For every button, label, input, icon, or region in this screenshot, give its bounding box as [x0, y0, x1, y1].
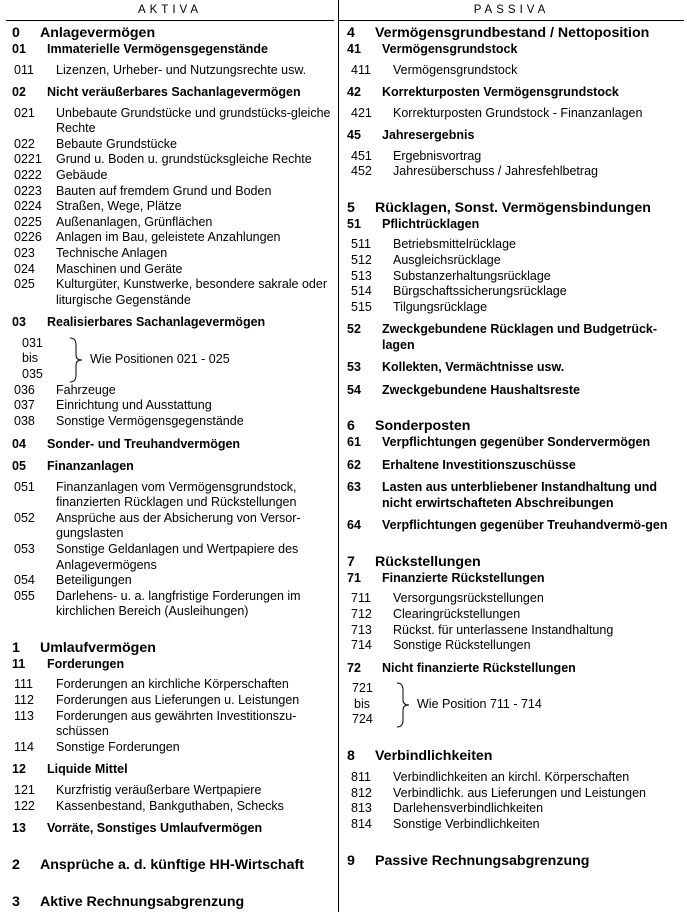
group-row: 3 Aktive Rechnungsabgrenzung	[12, 893, 245, 910]
account-row: 0223 Bauten auf fremdem Grund und Boden	[14, 183, 272, 198]
passiva-header: PASSIVA	[339, 0, 684, 21]
account-row: 0225 Außenanlagen, Grünflächen	[14, 214, 213, 229]
group-row: 5 Rücklagen, Sonst. Vermögensbindungen	[347, 199, 651, 216]
account-row: 512 Ausgleichsrücklage	[351, 252, 501, 267]
account-row: 051 Finanzanlagen vom Vermögensgrundstock, finanzierten Rücklagen und Rückstellungen	[14, 479, 297, 510]
account-row: 023 Technische Anlagen	[14, 245, 168, 260]
section-row: 03 Realisierbares Sachanlagevermögen	[12, 315, 266, 330]
section-row: 62 Erhaltene Investitionszuschüsse	[347, 457, 576, 472]
account-row: 024 Maschinen und Geräte	[14, 261, 183, 276]
account-row: 055 Darlehens- u. a. langfristige Forderungen im kirchlichen Bereich (Ausleihungen)	[14, 588, 301, 619]
section-row: 13 Vorräte, Sonstiges Umlaufvermögen	[12, 821, 263, 836]
account-row: 511 Betriebsmittelrücklage	[351, 237, 516, 252]
account-row: 022 Bebaute Grundstücke	[14, 136, 177, 151]
account-row: 0222 Gebäude	[14, 167, 108, 182]
account-row: 514 Bürgschaftssicherungsrücklage	[351, 284, 567, 299]
group-row: 7 Rückstellungen	[347, 553, 481, 570]
account-row: 0226 Anlagen im Bau, geleistete Anzahlungen	[14, 230, 281, 245]
section-row: 63 Lasten aus unterbliebener Instandhaltung und nicht erwirtschafteten Abschreibungen	[347, 480, 658, 510]
account-row: 814 Sonstige Verbindlichkeiten	[351, 817, 540, 831]
account-row: 053 Sonstige Geldanlagen und Wertpapiere des Anlagevermögens	[14, 541, 299, 572]
account-row: 121 Kurzfristig veräußerbare Wertpapiere	[14, 782, 262, 797]
account-row: 411 Vermögensgrundstock	[351, 62, 518, 77]
account-row: 021 Unbebaute Grundstücke und grundstücks-gleiche Rechte	[14, 105, 331, 136]
account-row: 513 Substanzerhaltungsrücklage	[351, 268, 551, 283]
account-row: 011 Lizenzen, Urheber- und Nutzungsrechte usw.	[14, 62, 307, 77]
section-row: 72 Nicht finanzierte Rückstellungen	[347, 660, 576, 675]
curly-brace-icon	[395, 682, 413, 728]
range-brace-block: 031 bis 035 Wie Positionen 021 - 025	[22, 335, 230, 381]
account-row: 122 Kassenbestand, Bankguthaben, Schecks	[14, 798, 284, 813]
section-row: 05 Finanzanlagen	[12, 459, 134, 474]
group-row: 4 Vermögensgrundbestand / Nettoposition	[347, 25, 650, 41]
account-row: 812 Verbindlichk. aus Lieferungen und Leistungen	[351, 785, 646, 800]
account-row: 111 Forderungen an kirchliche Körperschaften	[14, 677, 289, 692]
group-row: 9 Passive Rechnungsabgrenzung	[347, 852, 590, 869]
group-row: 6 Sonderposten	[347, 418, 471, 435]
section-row: 01 Immaterielle Vermögensgegenstände	[12, 42, 268, 56]
account-row: 713 Rückst. für unterlassene Instandhaltung	[351, 622, 614, 637]
account-row: 421 Korrekturposten Grundstock - Finanzanlagen	[351, 105, 643, 120]
account-row: 112 Forderungen aus Lieferungen u. Leistungen	[14, 693, 300, 708]
account-row: 515 Tilgungsrücklage	[351, 299, 488, 314]
group-row: 8 Verbindlichkeiten	[347, 748, 493, 765]
group-row: 2 Ansprüche a. d. künftige HH-Wirtschaft	[12, 856, 304, 873]
section-row: 52 Zweckgebundene Rücklagen und Budgetrück-lagen	[347, 322, 658, 352]
group-row: 1 Umlaufvermögen	[12, 639, 156, 656]
section-row: 04 Sonder- und Treuhandvermögen	[12, 436, 241, 451]
range-brace-block: 721 bis 724 Wie Position 711 - 714	[352, 681, 542, 727]
account-row: 052 Ansprüche aus der Absicherung von Versor-gungslasten	[14, 510, 301, 541]
account-row: 036 Fahrzeuge	[14, 382, 116, 397]
aktiva-column	[6, 0, 334, 911]
group-row: 0 Anlagevermögen	[12, 25, 156, 41]
section-row: 11 Forderungen	[12, 656, 125, 671]
account-row: 712 Clearingrückstellungen	[351, 606, 521, 621]
account-row: 054 Beteiligungen	[14, 573, 132, 588]
account-row: 711 Versorgungsrückstellungen	[351, 591, 544, 606]
account-row: 0221 Grund u. Boden u. grundstücksgleiche Rechte	[14, 152, 312, 167]
account-row: 025 Kulturgüter, Kunstwerke, besondere sakrale oder liturgische Gegenstände	[14, 277, 327, 307]
account-row: 0224 Straßen, Wege, Plätze	[14, 199, 182, 214]
account-row: 113 Forderungen aus gewährten Investitionszu-schüssen	[14, 708, 297, 739]
section-row: 42 Korrekturposten Vermögensgrundstock	[347, 85, 619, 100]
passiva-column	[338, 0, 684, 912]
section-row: 61 Verpflichtungen gegenüber Sondervermögen	[347, 435, 651, 450]
section-row: 71 Finanzierte Rückstellungen	[347, 570, 545, 585]
aktiva-header: AKTIVA	[6, 0, 334, 21]
account-row: 811 Verbindlichkeiten an kirchl. Körperschaften	[351, 770, 630, 785]
account-row: 114 Sonstige Forderungen	[14, 739, 180, 754]
curly-brace-icon	[68, 337, 86, 383]
section-row: 53 Kollekten, Vermächtnisse usw.	[347, 360, 565, 375]
account-row: 813 Darlehensverbindlichkeiten	[351, 801, 544, 816]
section-row: 41 Vermögensgrundstock	[347, 42, 518, 56]
section-row: 64 Verpflichtungen gegenüber Treuhandvermö-gen	[347, 518, 668, 533]
section-row: 45 Jahresergebnis	[347, 128, 475, 143]
account-row: 452 Jahresüberschuss / Jahresfehlbetrag	[351, 164, 598, 179]
section-row: 02 Nicht veräußerbares Sachanlagevermögen	[12, 85, 301, 100]
account-row: 037 Einrichtung und Ausstattung	[14, 398, 212, 413]
section-row: 12 Liquide Mittel	[12, 762, 128, 777]
account-row: 038 Sonstige Vermögensgegenstände	[14, 414, 244, 428]
section-row: 54 Zweckgebundene Haushaltsreste	[347, 382, 580, 397]
section-row: 51 Pflichtrücklagen	[347, 216, 480, 231]
account-row: 714 Sonstige Rückstellungen	[351, 638, 531, 653]
account-row: 451 Ergebnisvortrag	[351, 148, 482, 163]
